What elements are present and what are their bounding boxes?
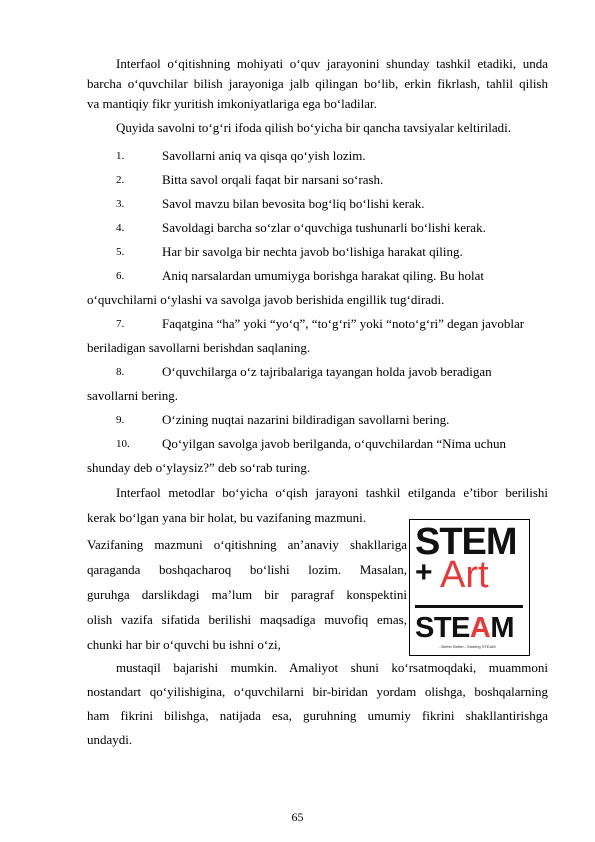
end-line-3: ham fikrini bilishga, natijada esa, guruhning umumiy fikrini shakllantirishga: [87, 708, 548, 723]
list-item-text: Savoldagi barcha so‘zlar o‘quvchiga tushunarli bo‘lishi kerak.: [162, 220, 486, 235]
logo-steam-part: STE: [415, 612, 470, 644]
list-item-text: Savol mavzu bilan bevosita bog‘liq bo‘lishi kerak.: [162, 196, 425, 211]
list-item-text: Aniq narsalardan umumiyga borishga harakat qiling. Bu holat: [162, 268, 485, 283]
list-item-text: Har bir savolga bir nechta javob bo‘lishiga harakat qiling.: [162, 244, 463, 259]
list-item-text: Savollarni aniq va qisqa qo‘yish lozim.: [162, 148, 366, 163]
logo-steam-text: [415, 612, 514, 644]
page-number: 65: [291, 810, 304, 824]
logo-steam-part: M: [490, 612, 515, 644]
logo-tagline: ...Better Better...Starting STEAM: [438, 644, 496, 649]
list-intro: Quyida savolni to‘g‘ri ifoda qilish bo‘yicha bir qancha tavsiyalar keltiriladi.: [116, 120, 511, 135]
logo-steam-a: A: [469, 612, 491, 644]
list-item-continuation: savollarni bering.: [87, 388, 178, 403]
list-number: 2.: [116, 174, 125, 186]
stem-art-steam-logo: [409, 519, 530, 656]
main-line-6: olish vazifa sifatida berilishi maqsadiga muvofiq emas,: [87, 612, 407, 627]
logo-plus-icon: +: [415, 556, 433, 589]
intro-line-1: Interfaol o‘qitishning mohiyati o‘quv jarayonini shunday tashkil etadiki, unda: [116, 56, 548, 71]
list-number: 7.: [116, 318, 125, 330]
logo-divider: [415, 605, 523, 608]
list-number: 10.: [116, 438, 130, 450]
list-item-text: O‘zining nuqtai nazarini bildiradigan savollarni bering.: [162, 412, 450, 427]
list-number: 3.: [116, 198, 125, 210]
main-line-7: chunki har bir o‘quvchi bu ishni o‘zi,: [87, 637, 281, 652]
list-number: 4.: [116, 222, 125, 234]
end-line-2: nostandart qo‘yilishigina, o‘quvchilarni bir-biridan yordam olishga, boshqalarning: [87, 684, 548, 699]
list-number: 9.: [116, 414, 125, 426]
list-item-continuation: o‘quvchilarni o‘ylashi va savolga javob berishida engillik tug‘diradi.: [87, 292, 445, 307]
main-line-4: qaraganda boshqacharoq bo‘lishi lozim. Masalan,: [87, 562, 407, 577]
main-line-5: guruhga darslikdagi ma’lum bir paragraf konspektini: [87, 587, 407, 602]
list-item-text: Bitta savol orqali faqat bir narsani so‘rash.: [162, 172, 384, 187]
list-item-text: Faqatgina “ha” yoki “yo‘q”, “to‘g‘ri” yoki “noto‘g‘ri” degan javoblar: [162, 316, 525, 331]
list-number: 6.: [116, 270, 125, 282]
list-item-continuation: shunday deb o‘ylaysiz?” deb so‘rab turing.: [87, 460, 311, 475]
intro-line-2: barcha o‘quvchilar bilish jarayoniga jalb qilingan bo‘lib, erkin fikrlash, tahlil qilish: [87, 76, 548, 91]
main-line-1: Interfaol metodlar bo‘yicha o‘qish jarayoni tashkil etilganda e’tibor berilishi: [116, 485, 548, 500]
list-item-text: O‘quvchilarga o‘z tajribalariga tayangan holda javob beradigan: [162, 364, 492, 379]
logo-stem-text: STEM: [415, 521, 517, 563]
main-line-2: kerak bo‘lgan yana bir holat, bu vazifaning mazmuni.: [87, 510, 367, 525]
intro-line-3: va mantiqiy fikr yuritish imkoniyatlariga ega bo‘ladilar.: [87, 96, 377, 111]
list-number: 8.: [116, 366, 125, 378]
main-line-3: Vazifaning mazmuni o‘qitishning an’anaviy shakllariga: [87, 537, 407, 552]
list-number: 5.: [116, 246, 125, 258]
list-item-text: Qo‘yilgan savolga javob berilganda, o‘quvchilardan “Nima uchun: [162, 436, 507, 451]
list-number: 1.: [116, 150, 125, 162]
logo-art-text: Art: [440, 554, 489, 596]
end-line-4: undaydi.: [87, 732, 133, 747]
end-line-1: mustaqil bajarishi mumkin. Amaliyot shuni ko‘rsatmoqdaki, muammoni: [116, 660, 548, 675]
list-item-continuation: beriladigan savollarni berishdan saqlaning.: [87, 340, 311, 355]
